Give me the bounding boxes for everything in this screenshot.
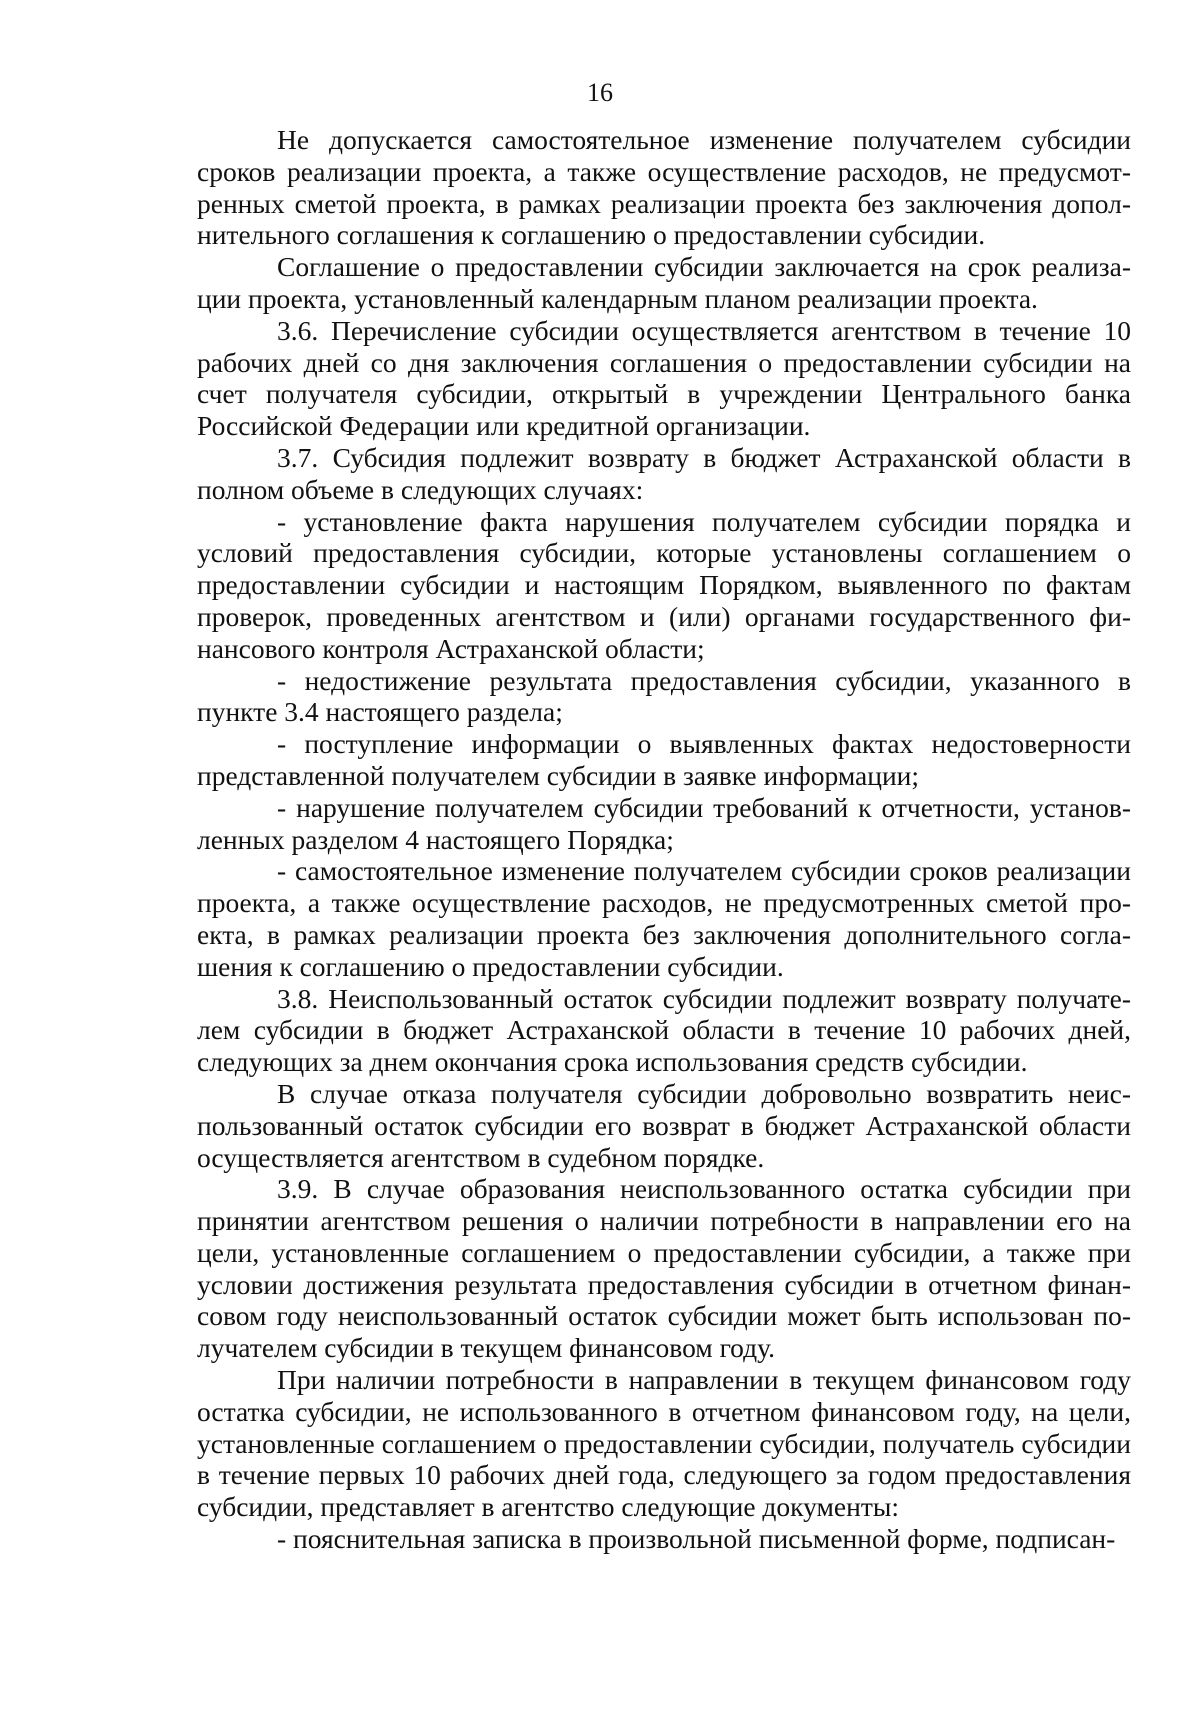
paragraph: 3.8. Неиспользованный остаток субсидии подлежит возврату получателем субсидии в бюджет Астраханской области в течение 10 рабочих дней, следующих за днем окончания срока использования средств субсидии. <box>197 982 1131 1078</box>
page-number: 16 <box>587 78 613 107</box>
document-body <box>197 124 1131 1555</box>
paragraph: 3.9. В случае образования неиспользованного остатка субсидии при принятии агентством решения о наличии потребности в направлении его на цели, установленные соглашением о предоставлении субсидии, а также при условии достижения результата предоставления субсидии в отчетном финансовом году неиспользованный остаток субсидии может быть использован получателем субсидии в текущем финансовом году. <box>197 1173 1131 1364</box>
list-item: - поступление информации о выявленных фактах недостоверности представленной получателем субсидии в заявке информации; <box>197 728 1131 791</box>
paragraph: При наличии потребности в направлении в текущем финансовом году остатка субсидии, не использованного в отчетном финансовом году, на цели, установленные соглашением о предоставлении субсидии, получатель субсидии в течение первых 10 рабочих дней года, следующего за годом предоставления субсидии, представляет в агентство следующие документы: <box>197 1364 1131 1523</box>
paragraph: В случае отказа получателя субсидии добровольно возвратить неиспользованный остаток субсидии его возврат в бюджет Астраханской области осуществляется агентством в судебном порядке. <box>197 1077 1131 1173</box>
paragraph: Не допускается самостоятельное изменение получателем субсидии сроков реализации проекта, а также осуществление расходов, не предусмотренных сметой проекта, в рамках реализации проекта без заключения дополнительного соглашения к соглашению о предоставлении субсидии. <box>197 124 1131 251</box>
list-item: - установление факта нарушения получателем субсидии порядка и условий предоставления субсидии, которые установлены соглашением о предоставлении субсидии и настоящим Порядком, выявленного по фактам проверок, проведенных агентством и (или) органами государственного финансового контроля Астраханской области; <box>197 505 1131 664</box>
paragraph: Соглашение о предоставлении субсидии заключается на срок реализации проекта, установленный календарным планом реализации проекта. <box>197 251 1131 314</box>
list-item: - нарушение получателем субсидии требований к отчетности, установленных разделом 4 настоящего Порядка; <box>197 791 1131 855</box>
list-item: - недостижение результата предоставления субсидии, указанного в пункте 3.4 настоящего раздела; <box>197 664 1131 728</box>
list-item: - самостоятельное изменение получателем субсидии сроков реализации проекта, а также осуществление расходов, не предусмотренных сметой проекта, в рамках реализации проекта без заключения дополнительного соглашения к соглашению о предоставлении субсидии. <box>197 855 1131 982</box>
paragraph: 3.6. Перечисление субсидии осуществляется агентством в течение 10 рабочих дней со дня заключения соглашения о предоставлении субсидии на счет получателя субсидии, открытый в учреждении Центрального банка Российской Федерации или кредитной организации. <box>197 314 1131 442</box>
paragraph: 3.7. Субсидия подлежит возврату в бюджет Астраханской области в полном объеме в следующих случаях: <box>197 441 1131 505</box>
list-item: - пояснительная записка в произвольной письменной форме, подписан- <box>277 1523 1116 1555</box>
